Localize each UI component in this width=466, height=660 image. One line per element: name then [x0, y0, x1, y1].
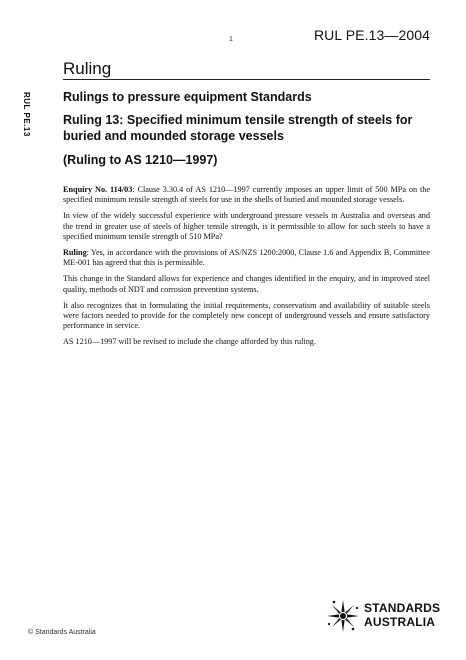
- ruling-label: Ruling: [63, 248, 87, 258]
- main-heading: Rulings to pressure equipment Standards: [63, 90, 312, 104]
- question-paragraph: In view of the widely successful experience with underground pressure vessels in Australia and overseas and the trend in greater use of steels of higher tensile strength, is it permissible to allow for such steels to have a specified minimum tensile strength of 510 MPa?: [63, 211, 430, 241]
- ruling-text: : Yes, in accordance with the provisions of AS/NZS 1200:2000, Clause 1.6 and Appendix B, Committee ME-001 has agreed that this is permissible.: [63, 248, 430, 268]
- ruling-reference: (Ruling to AS 1210—1997): [63, 153, 218, 167]
- recognition-paragraph: It also recognizes that in formulating the initial requirements, conservatism and availability of suitable steels were factors needed to provide for the completely new concept of underground vessels and ensure satisfactory performance in service.: [63, 300, 430, 331]
- document-reference: RUL PE.13—2004: [313, 27, 430, 43]
- logo-line-2: AUSTRALIA: [364, 615, 436, 629]
- standards-australia-logo: [326, 597, 441, 641]
- enquiry-label: Enquiry No. 114/03: [63, 185, 133, 194]
- revision-paragraph: AS 1210—1997 will be revised to include the change afforded by this ruling.: [63, 337, 316, 347]
- logo-line-1: STANDARDS: [364, 601, 441, 615]
- logo-wordmark: [364, 601, 440, 629]
- divider-line: [63, 79, 430, 80]
- ruling-body: [63, 185, 430, 354]
- side-tab-label: RUL PE.13: [22, 92, 31, 137]
- starburst-icon: [326, 599, 360, 633]
- enquiry-paragraph: [63, 185, 430, 205]
- page-number: 1: [229, 36, 233, 43]
- section-category: Ruling: [63, 59, 112, 78]
- ruling-paragraph: [63, 248, 430, 268]
- enquiry-text: : Clause 3.30.4 of AS 1210—1997 currently imposes an upper limit of 500 MPa on the specified minimum tensile strength of steels for use in the shells of buried and mounded storage vessels.: [63, 185, 430, 205]
- copyright-notice: © Standards Australia: [28, 629, 96, 636]
- ruling-heading: Ruling 13: Specified minimum tensile strength of steels for buried and mounded storage vessels: [63, 113, 413, 143]
- change-paragraph: This change in the Standard allows for experience and changes identified in the enquiry, and in improved steel quality, methods of NDT and corrosion prevention systems.: [63, 274, 430, 294]
